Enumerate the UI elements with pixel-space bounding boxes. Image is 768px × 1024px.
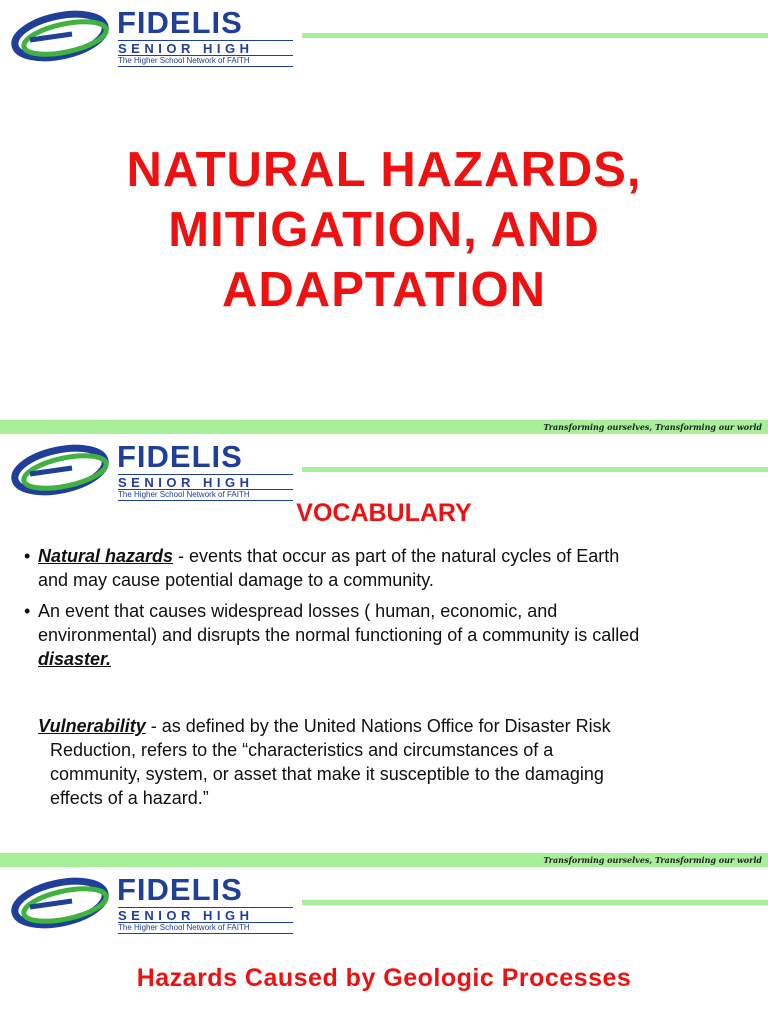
logo-name: FIDELIS <box>117 439 243 474</box>
bullet-natural-hazards <box>24 544 758 592</box>
logo-tagline: The Higher School Network of FAITH <box>118 922 293 934</box>
logo-senior-high: SENIOR HIGH <box>118 40 293 55</box>
definition-text: environmental) and disrupts the normal functioning of a community is called <box>38 625 640 645</box>
definition-text: Reduction, refers to the “characteristics and circumstances of a <box>50 740 554 760</box>
logo-tagline: The Higher School Network of FAITH <box>118 55 293 67</box>
definition-text: - as defined by the United Nations Office for Disaster Risk <box>145 716 611 736</box>
logo-senior-high: SENIOR HIGH <box>118 474 293 489</box>
bullet-icon: • <box>24 601 31 621</box>
school-logo <box>10 4 290 66</box>
title-line: NATURAL HAZARDS, <box>126 143 642 197</box>
term-vulnerability: Vulnerability <box>38 716 146 736</box>
slide-title <box>0 0 768 434</box>
footer-motto: Transforming ourselves, Transforming our world <box>543 855 762 865</box>
header-rule <box>302 467 768 472</box>
bullet-icon: • <box>24 546 31 566</box>
footer-band <box>0 853 768 867</box>
definition-text: An event that causes widespread losses ( human, economic, and <box>38 601 558 621</box>
slide-title-text <box>0 140 768 320</box>
slide-geologic-hazards <box>0 867 768 1024</box>
logo-senior-high: SENIOR HIGH <box>118 907 293 922</box>
definition-text: and may cause potential damage to a community. <box>38 570 434 590</box>
vulnerability-definition <box>38 714 748 810</box>
header-rule <box>302 33 768 38</box>
title-line: MITIGATION, AND <box>168 203 600 257</box>
footer-band <box>0 420 768 434</box>
title-line: ADAPTATION <box>222 263 546 317</box>
slide-title-text: Hazards Caused by Geologic Processes <box>136 964 632 992</box>
swoosh-logo-icon <box>10 4 120 66</box>
definition-text: community, system, or asset that make it susceptible to the damaging <box>50 764 604 784</box>
slide-vocabulary <box>0 434 768 867</box>
term-natural-hazards: Natural hazards <box>38 546 174 566</box>
school-logo <box>10 871 290 933</box>
definition-text: effects of a hazard.” <box>50 788 209 808</box>
swoosh-logo-icon <box>10 871 120 933</box>
header-rule <box>302 900 768 905</box>
logo-name: FIDELIS <box>117 5 243 40</box>
definition-text: - events that occur as part of the natural cycles of Earth <box>173 546 620 566</box>
vocabulary-heading: VOCABULARY <box>296 499 472 527</box>
school-logo <box>10 438 290 500</box>
logo-tagline: The Higher School Network of FAITH <box>118 489 293 501</box>
swoosh-logo-icon <box>10 438 120 500</box>
footer-motto: Transforming ourselves, Transforming our world <box>543 422 762 432</box>
term-disaster: disaster. <box>38 649 112 669</box>
logo-name: FIDELIS <box>117 872 243 907</box>
bullet-disaster <box>24 599 758 671</box>
